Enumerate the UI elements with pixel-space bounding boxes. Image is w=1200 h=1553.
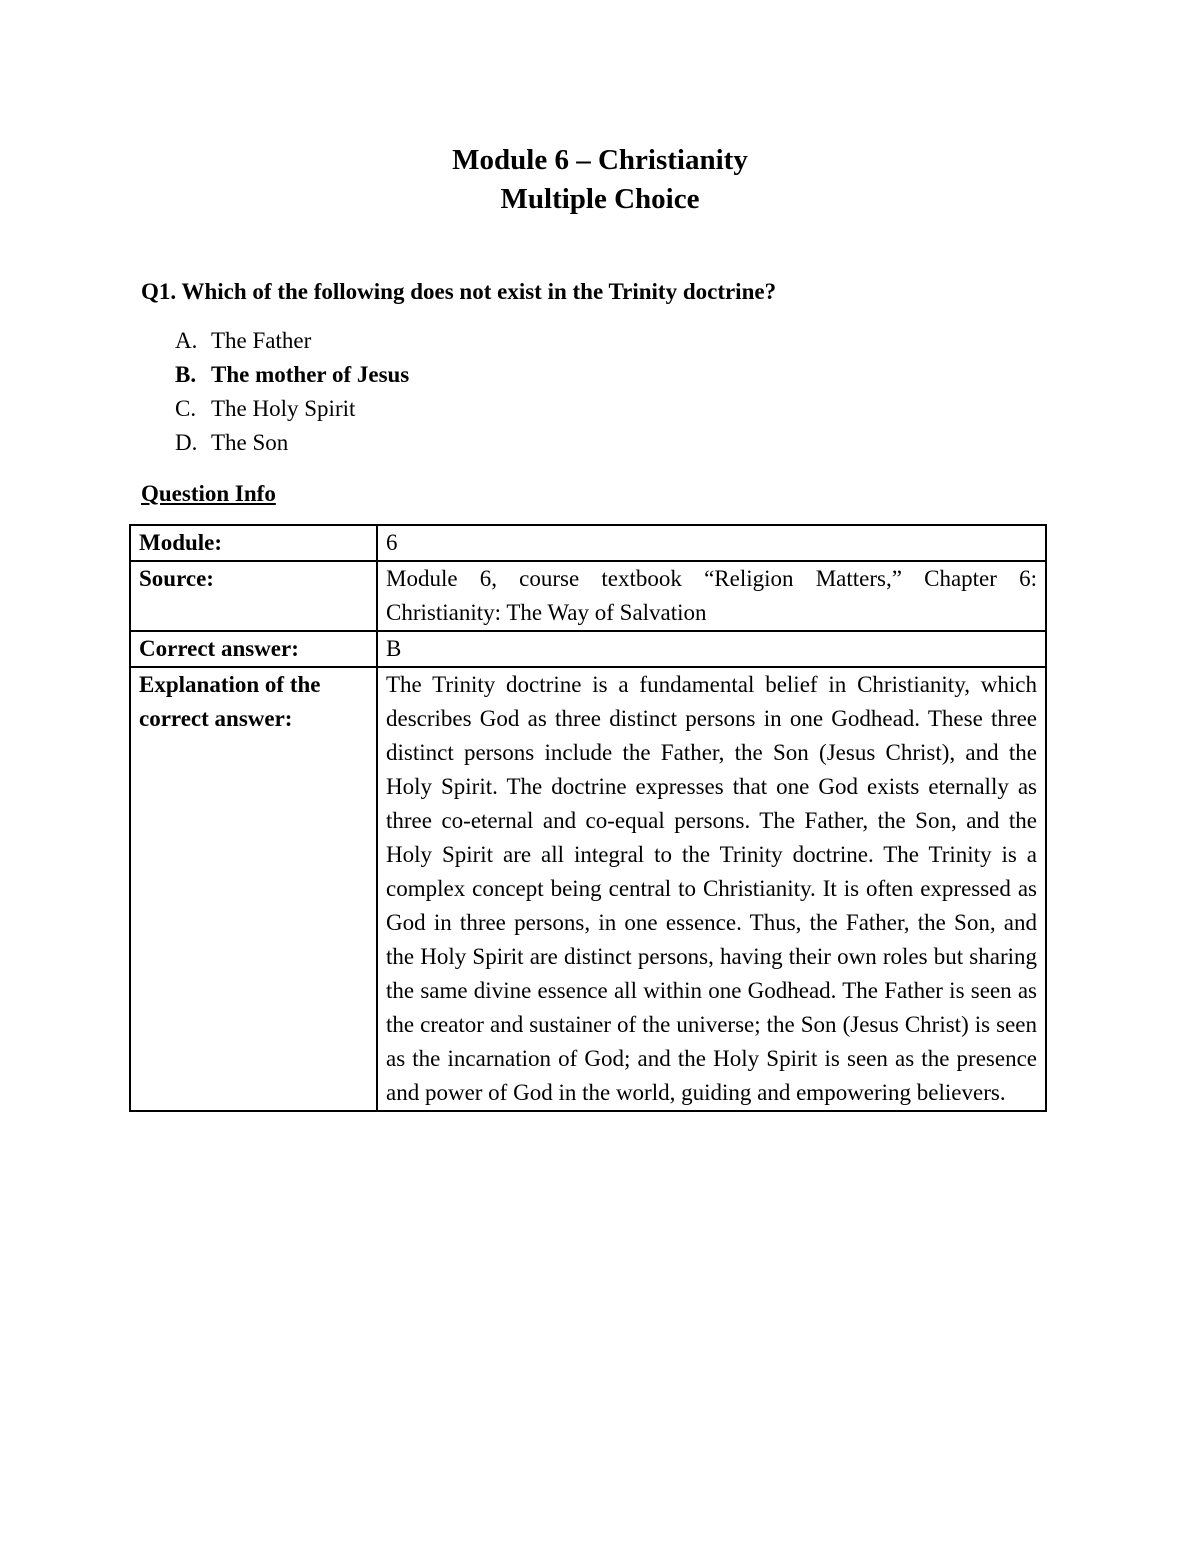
option-b: [175, 359, 409, 393]
option-text: The Father: [211, 328, 312, 353]
option-text: The mother of Jesus: [211, 362, 410, 387]
answer-options-list: [175, 325, 409, 461]
option-c: [175, 393, 409, 427]
row-label: Explanation of the correct answer:: [130, 667, 377, 1111]
table-row-correct-answer: [130, 631, 1046, 667]
option-d: [175, 427, 409, 461]
table-row-module: [130, 525, 1046, 561]
option-letter: B.: [175, 362, 197, 387]
question-text: Q1. Which of the following does not exist in the Trinity doctrine?: [141, 279, 777, 304]
row-value: B: [377, 631, 1046, 667]
document-title: [0, 141, 1200, 219]
option-text: The Son: [211, 430, 289, 455]
title-line-module: Module 6 – Christianity: [452, 144, 748, 176]
row-value: Module 6, course textbook “Religion Matters,” Chapter 6: Christianity: The Way of Salvation: [377, 561, 1046, 631]
row-label: Source:: [130, 561, 377, 631]
row-label: Module:: [130, 525, 377, 561]
question-info-table: [129, 524, 1047, 1112]
option-a: [175, 325, 409, 359]
table-row-explanation: [130, 667, 1046, 1111]
row-label: Correct answer:: [130, 631, 377, 667]
option-letter: A.: [175, 328, 198, 353]
table-row-source: [130, 561, 1046, 631]
option-letter: C.: [175, 396, 197, 421]
option-letter: D.: [175, 430, 198, 455]
row-value: The Trinity doctrine is a fundamental belief in Christianity, which describes God as three distinct persons in one Godhead. These three distinct persons include the Father, the Son (Jesus Christ), and the Holy Spirit. The doctrine expresses that one God exists eternally as three co-eternal and co-equal persons. The Father, the Son, and the Holy Spirit are all integral to the Trinity doctrine. The Trinity is a complex concept being central to Christianity. It is often expressed as God in three persons, in one essence. Thus, the Father, the Son, and the Holy Spirit are distinct persons, having their own roles but sharing the same divine essence all within one Godhead. The Father is seen as the creator and sustainer of the universe; the Son (Jesus Christ) is seen as the incarnation of God; and the Holy Spirit is seen as the presence and power of God in the world, guiding and empowering believers.: [377, 667, 1046, 1111]
question-info-heading: Question Info: [141, 481, 276, 506]
row-value: 6: [377, 525, 1046, 561]
option-text: The Holy Spirit: [211, 396, 356, 421]
title-line-subtitle: Multiple Choice: [500, 183, 700, 215]
